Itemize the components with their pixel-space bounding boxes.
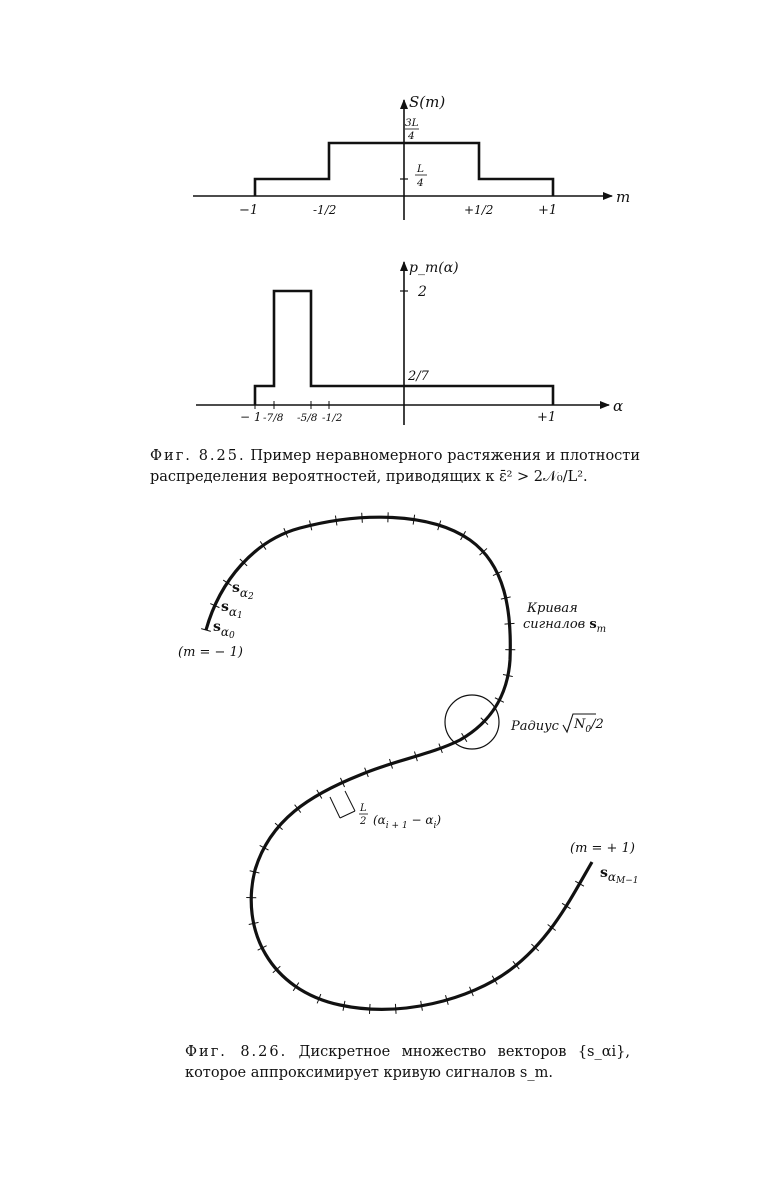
label-s-alpha-2: sα2 [232, 580, 254, 602]
vector-tick [395, 1004, 396, 1014]
spacing-bracket [340, 811, 355, 818]
chart-s-of-m [193, 93, 630, 220]
caption-label: Фиг. 8.26. [185, 1044, 288, 1060]
label-curve-line2: сигналов $s_m$ [523, 617, 607, 635]
y-tick-low-num: L [417, 163, 424, 175]
caption-fig-8-26 [185, 1042, 630, 1084]
chart-p-of-alpha [196, 260, 623, 425]
x-tick-neg-7-8: -7/8 [263, 412, 284, 424]
y-tick-high-den: 4 [408, 130, 415, 142]
label-spacing-expr: $(\alpha_{i + 1} - \alpha_i)$ [373, 813, 442, 831]
caption-fig-8-25 [150, 446, 640, 488]
label-spacing: L [360, 803, 367, 814]
figure-8-26-diagram [0, 500, 771, 1040]
label-m-plus-one: (m = + 1) [570, 841, 635, 856]
y-label-s-of-m: S(m) [409, 93, 446, 111]
x-tick-pos-half: +1/2 [464, 203, 494, 217]
label-s-alpha-1: sα1 [221, 599, 243, 621]
figure-8-25-charts [0, 0, 771, 440]
x-tick-neg-one: − 1 [240, 410, 262, 424]
label-curve-line1: Кривая [527, 601, 578, 616]
label-m-minus-one: (m = − 1) [178, 645, 243, 660]
vector-tick [362, 513, 363, 523]
label-radius: Радиус [511, 719, 559, 734]
x-tick-pos-one: +1 [538, 203, 558, 218]
y-tick-low-den: 4 [417, 177, 424, 189]
spacing-bracket [345, 791, 355, 811]
label-spacing-den: 2 [360, 816, 367, 827]
y-label-p-of-alpha: p_m(α) [409, 260, 459, 276]
x-label-m: m [616, 188, 631, 206]
noise-radius-circle [445, 695, 499, 749]
label-radius-value: $N_0/2$ [574, 717, 604, 735]
y-tick-label-2: 2 [418, 284, 427, 300]
label-s-alpha-0: sα0 [213, 619, 235, 641]
x-tick-neg-half: -1/2 [322, 412, 343, 424]
vector-tick [369, 1004, 370, 1014]
y-tick-label-2-7: 2/7 [408, 369, 429, 384]
signal-curve [206, 517, 592, 1009]
x-tick-neg-half: -1/2 [313, 203, 337, 217]
label-s-alpha-m-minus-1: sαM−1 [600, 865, 639, 886]
vector-tick [505, 623, 515, 624]
x-tick-neg-5-8: -5/8 [297, 412, 318, 424]
spacing-bracket [330, 797, 340, 818]
x-tick-neg-one: −1 [239, 203, 259, 218]
y-tick-high-num: 3L [405, 117, 419, 129]
x-label-alpha: α [613, 397, 624, 415]
x-tick-pos-one: +1 [537, 410, 557, 425]
caption-label: Фиг. 8.25. [150, 448, 246, 464]
caption-text: Пример неравномерного растяжения и плотности распределения вероятностей, приводящих к ε̄² > 2𝒩₀/L². [150, 448, 640, 485]
caption-text: Дискретное множество векторов {s_αi}, которое аппроксимирует кривую сигналов s_m. [185, 1044, 630, 1081]
